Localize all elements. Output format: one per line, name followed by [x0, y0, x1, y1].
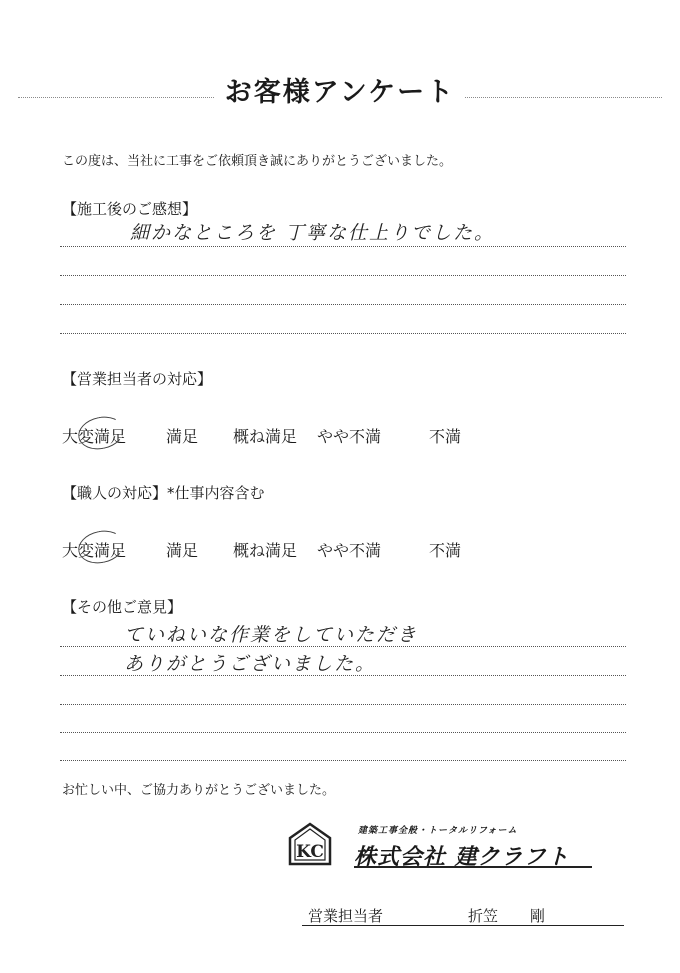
- page-title-text: お客様アンケート: [215, 77, 465, 108]
- company-name: 株式会社 建クラフト: [354, 845, 570, 870]
- selected-circle-mark: [75, 527, 127, 568]
- company-underline: [354, 866, 592, 868]
- sales-rating-options: [62, 424, 479, 447]
- sales-option-satisfied[interactable]: 満足: [166, 427, 199, 446]
- other-answer-line-2: ありがとうございました。: [124, 653, 377, 675]
- sales-option-somewhat-unsatisfied[interactable]: やや不満: [317, 427, 382, 446]
- closing-text: お忙しい中、ご協力ありがとうございました。: [62, 783, 336, 798]
- staff-rule: [302, 925, 624, 926]
- answer-line: [60, 646, 626, 647]
- intro-text: この度は、当社に工事をご依頼頂き誠にありがとうございました。: [62, 154, 453, 169]
- company-logo-text: KC: [296, 842, 324, 862]
- section-sales-label: 【営業担当者の対応】: [62, 370, 213, 388]
- sales-option-unsatisfied[interactable]: 不満: [429, 427, 462, 446]
- craftsman-rating-options: [62, 538, 479, 561]
- page-title: [0, 70, 680, 109]
- impressions-answer: 細かなところを 丁寧な仕上りでした。: [130, 222, 496, 244]
- sales-option-mostly-satisfied[interactable]: 概ね満足: [233, 427, 298, 446]
- answer-line: [60, 704, 626, 705]
- staff-signature: [308, 905, 545, 926]
- company-logo: [288, 822, 332, 866]
- craftsman-option-very-satisfied[interactable]: 大変満足: [62, 538, 166, 561]
- section-impressions-label: 【施工後のご感想】: [62, 200, 198, 218]
- section-other-label: 【その他ご意見】: [62, 598, 183, 616]
- answer-line: [60, 304, 626, 305]
- answer-line: [60, 275, 626, 276]
- answer-line: [60, 760, 626, 761]
- answer-line: [60, 732, 626, 733]
- answer-line: [60, 675, 626, 676]
- selected-circle-mark: [75, 413, 127, 454]
- section-craftsman-label: 【職人の対応】*仕事内容含む: [62, 484, 265, 502]
- other-answer-line-1: ていねいな作業をしていただき: [124, 624, 419, 646]
- company-tagline: 建築工事全般・トータルリフォーム: [358, 826, 518, 836]
- answer-line: [60, 333, 626, 334]
- staff-given-name: 剛: [530, 907, 546, 925]
- craftsman-option-unsatisfied[interactable]: 不満: [429, 541, 462, 560]
- craftsman-option-somewhat-unsatisfied[interactable]: やや不満: [317, 541, 382, 560]
- sales-option-very-satisfied[interactable]: 大変満足: [62, 424, 166, 447]
- craftsman-option-mostly-satisfied[interactable]: 概ね満足: [233, 541, 298, 560]
- craftsman-option-satisfied[interactable]: 満足: [166, 541, 199, 560]
- staff-surname: 折笠: [468, 907, 499, 925]
- answer-line: [60, 246, 626, 247]
- staff-label: 営業担当者: [308, 907, 384, 925]
